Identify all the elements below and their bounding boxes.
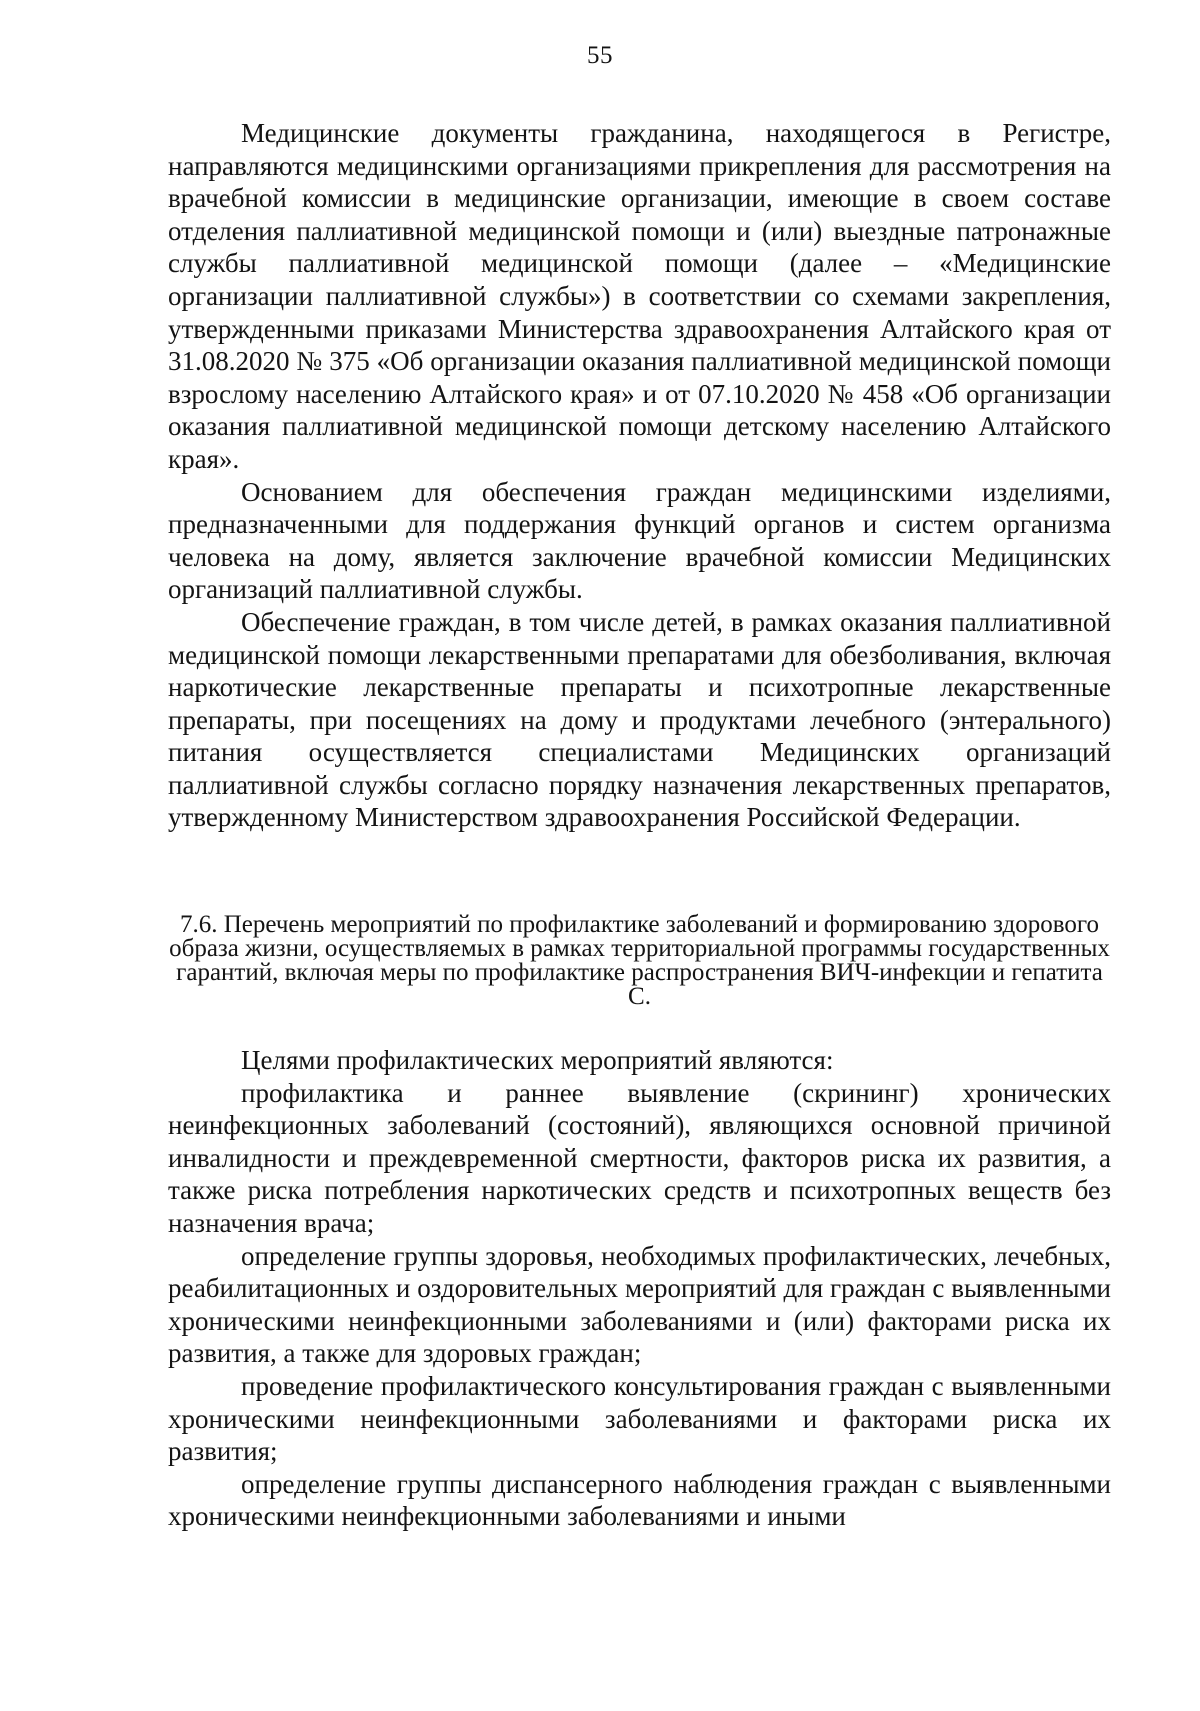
paragraph: Медицинские документы гражданина, находящегося в Регистре, направляются медицинскими организациями прикрепления для рассмотрения на врачебной комиссии в медицинские организации, имеющие в своем составе отделения паллиативной медицинской помощи и (или) выездные патронажные службы паллиативной медицинской помощи (далее – «Медицинские организации паллиативной службы») в соответствии со схемами закрепления, утвержденными приказами Министерства здравоохранения Алтайского края от 31.08.2020 № 375 «Об организации оказания паллиативной медицинской помощи взрослому населению Алтайского края» и от 07.10.2020 № 458 «Об организации оказания паллиативной медицинской помощи детскому населению Алтайского края». bbox=[168, 118, 1111, 474]
list-item: профилактика и раннее выявление (скрининг) хронических неинфекционных заболеваний (состояний), являющихся основной причиной инвалидности и преждевременной смертности, факторов риска их развития, а также риска потребления наркотических средств и психотропных веществ без назначения врача; bbox=[168, 1077, 1111, 1238]
list-item: определение группы диспансерного наблюдения граждан с выявленными хроническими неинфекционными заболеваниями и иными bbox=[168, 1468, 1111, 1532]
list-item: проведение профилактического консультирования граждан с выявленными хроническими неинфекционными заболеваниями и факторами риска их развития; bbox=[168, 1370, 1111, 1467]
paragraph: Обеспечение граждан, в том числе детей, в рамках оказания паллиативной медицинской помощи лекарственными препаратами для обезболивания, включая наркотические лекарственные препараты и психотропные лекарственные препараты, при посещениях на дому и продуктами лечебного (энтерального) питания осуществляется специалистами Медицинских организаций паллиативной службы согласно порядку назначения лекарственных препаратов, утвержденному Министерством здравоохранения Российской Федерации. bbox=[168, 606, 1111, 833]
paragraph: Основанием для обеспечения граждан медицинскими изделиями, предназначенными для поддержания функций органов и систем организма человека на дому, является заключение врачебной комиссии Медицинских организаций паллиативной службы. bbox=[168, 476, 1111, 605]
list-item: определение группы здоровья, необходимых профилактических, лечебных, реабилитационных и оздоровительных мероприятий для граждан с выявленными хроническими неинфекционными заболеваниями и (или) факторами риска их развития, а также для здоровых граждан; bbox=[168, 1240, 1111, 1369]
section-palliative-care bbox=[168, 117, 1111, 834]
page-number: 55 bbox=[587, 42, 613, 69]
list-lead: Целями профилактических мероприятий являются: bbox=[241, 1045, 834, 1075]
section-prevention bbox=[168, 1044, 1111, 1533]
section-heading: 7.6. Перечень мероприятий по профилактике заболеваний и формированию здорового образа жизни, осуществляемых в рамках территориальной программы государственных гарантий, включая меры по профилактике распространения ВИЧ-инфекции и гепатита С. bbox=[169, 911, 1110, 1010]
